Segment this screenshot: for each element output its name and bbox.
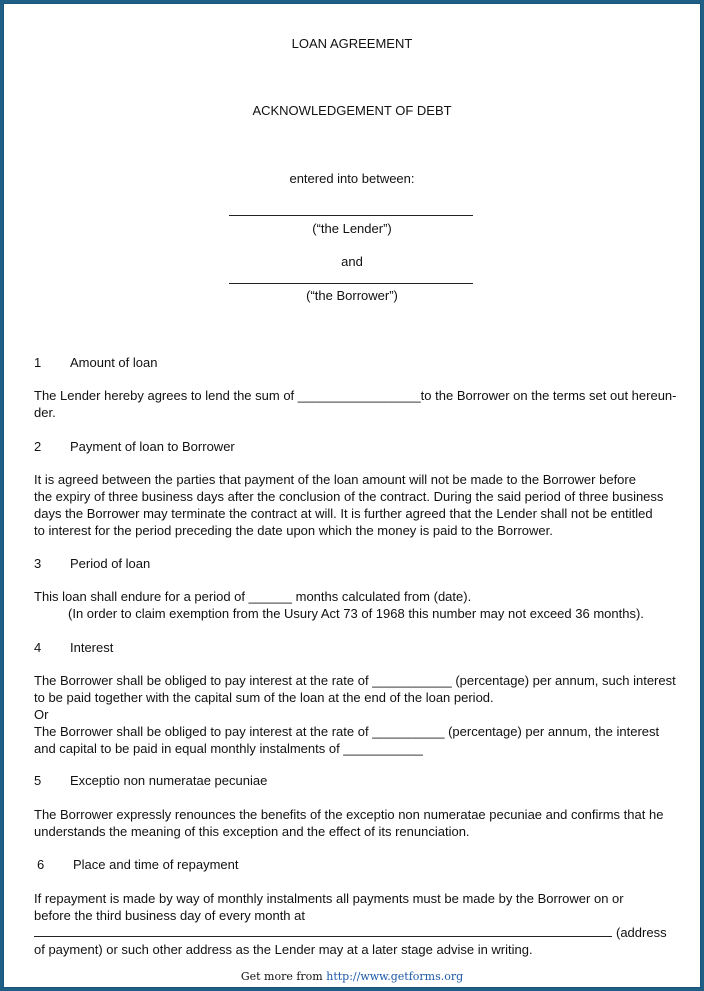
section-1-number: 1 [34,355,42,370]
section-1-heading: Amount of loan [70,355,158,370]
section-4-number: 4 [34,640,42,655]
section-4-or: Or [34,707,49,722]
section-6-line: If repayment is made by way of monthly instalments all payments must be made by the Borrower on or [34,891,624,906]
section-5-number: 5 [34,773,42,788]
section-3-heading: Period of loan [70,556,151,571]
section-4-heading: Interest [70,640,114,655]
section-6-number: 6 [37,857,45,872]
lender-name-line [229,215,473,216]
and-label: and [341,254,363,269]
section-6-line: of payment) or such other address as the Lender may at a later stage advise in writing. [34,942,533,957]
section-4-line: and capital to be paid in equal monthly instalments of ___________ [34,741,423,756]
footer-link[interactable]: http://www.getforms.org [326,970,464,983]
section-2-line: the expiry of three business days after the conclusion of the contract. During the said period of three business [34,489,664,504]
section-5-line: understands the meaning of this exception and the effect of its renunciation. [34,824,470,839]
document-subtitle: ACKNOWLEDGEMENT OF DEBT [252,103,452,118]
entered-into-text: entered into between: [289,171,415,186]
section-5-line: The Borrower expressly renounces the benefits of the exceptio non numeratae pecuniae and confirms that he [34,807,664,822]
section-6-address-label: (address [616,925,667,940]
section-3-number: 3 [34,556,42,571]
section-6-line: before the third business day of every month at [34,908,305,923]
section-3-note: (In order to claim exemption from the Usury Act 73 of 1968 this number may not exceed 36 months). [68,606,644,621]
section-6-heading: Place and time of repayment [73,857,239,872]
document-title: LOAN AGREEMENT [291,36,413,51]
section-4-line: The Borrower shall be obliged to pay interest at the rate of ___________ (percentage) per annum, such interest [34,673,676,688]
lender-label: (“the Lender”) [312,221,392,236]
section-4-line: The Borrower shall be obliged to pay interest at the rate of __________ (percentage) per annum, the interest [34,724,660,739]
section-2-number: 2 [34,439,42,454]
footer [0,970,704,983]
section-2-line: to interest for the period preceding the date upon which the money is paid to the Borrower. [34,523,553,538]
section-2-line: It is agreed between the parties that payment of the loan amount will not be made to the Borrower before [34,472,636,487]
section-4-line: to be paid together with the capital sum of the loan at the end of the loan period. [34,690,494,705]
borrower-name-line [229,283,473,284]
borrower-label: (“the Borrower”) [306,288,398,303]
payment-address-line [34,936,612,937]
section-5-heading: Exceptio non numeratae pecuniae [70,773,268,788]
section-1-line: The Lender hereby agrees to lend the sum of _________________to the Borrower on the terms set out hereun- [34,388,677,403]
section-2-heading: Payment of loan to Borrower [70,439,235,454]
section-3-line: This loan shall endure for a period of ______ months calculated from (date). [34,589,472,604]
footer-prefix: Get more from [240,970,323,983]
section-2-line: days the Borrower may terminate the contract at will. It is further agreed that the Lender shall not be entitled [34,506,653,521]
section-1-line: der. [34,405,56,420]
